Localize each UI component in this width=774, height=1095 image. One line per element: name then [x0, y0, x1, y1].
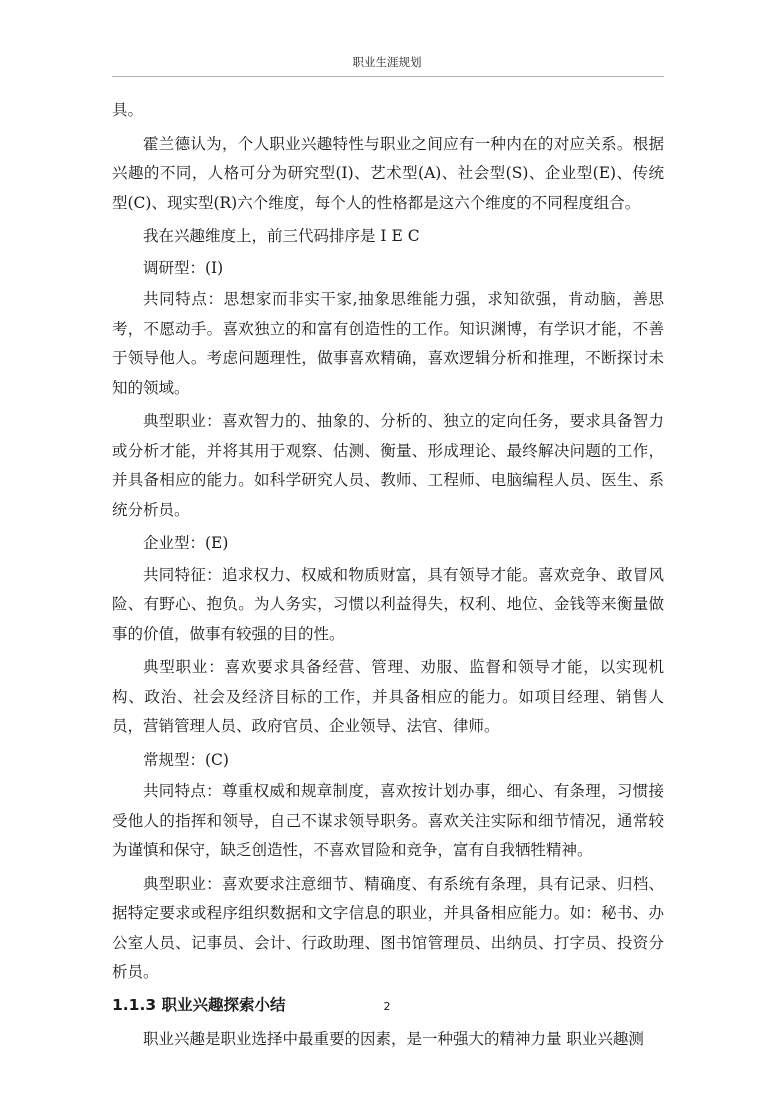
- type-label-conventional: 常规型：(C): [143, 750, 229, 769]
- paragraph-investigative-traits: 共同特点：思想家而非实干家,抽象思维能力强，求知欲强，肯动脑，善思考，不愿动手。喜欢独立的和富有创造性的工作。知识渊博，有学识才能，不善于领导他人。考虑问题理性，做事喜欢精确，喜欢逻辑分析和推理，不断探讨未知的领域。: [112, 290, 664, 397]
- page-number: 2: [383, 1000, 391, 1013]
- paragraph-investigative-jobs: 典型职业：喜欢智力的、抽象的、分析的、独立的定向任务，要求具备智力或分析才能，并将其用于观察、估测、衡量、形成理论、最终解决问题的工作，并具备相应的能力。如科学研究人员、教师、工程师、电脑编程人员、医生、系统分析员。: [112, 412, 664, 519]
- page-body: [112, 96, 664, 1058]
- paragraph-conventional-traits: 共同特点：尊重权威和规章制度，喜欢按计划办事，细心、有条理，习惯接受他人的指挥和领导，自己不谋求领导职务。喜欢关注实际和细节情况，通常较为谨慎和保守，缺乏创造性，不喜欢冒险和竞争，富有自我牺牲精神。: [112, 782, 664, 859]
- paragraph-conventional-jobs: 典型职业：喜欢要求注意细节、精确度、有系统有条理，具有记录、归档、据特定要求或程序组织数据和文字信息的职业，并具备相应能力。如：秘书、办公室人员、记事员、会计、行政助理、图书馆管理员、出纳员、打字员、投资分析员。: [112, 874, 664, 981]
- paragraph-interest-code: 我在兴趣维度上，前三代码排序是 I E C: [143, 227, 420, 245]
- paragraph-continuation: 具。: [112, 101, 144, 119]
- paragraph-enterprising-traits: 共同特征：追求权力、权威和物质财富，具有领导才能。喜欢竞争、敢冒风险、有野心、抱负。为人务实，习惯以利益得失，权利、地位、金钱等来衡量做事的价值，做事有较强的目的性。: [112, 565, 664, 643]
- type-label-investigative: 调研型：(I): [143, 258, 224, 277]
- type-label-enterprising: 企业型：(E): [143, 534, 229, 552]
- section-heading: 1.1.3 职业兴趣探索小结: [112, 995, 286, 1014]
- paragraph-holland-theory: 霍兰德认为，个人职业兴趣特性与职业之间应有一种内在的对应关系。根据兴趣的不同，人格可分为研究型(I)、艺术型(A)、社会型(S)、企业型(E)、传统型(C)、现实型(R)六个维度，每个人的性格都是这六个维度的不同程度组合。: [112, 134, 664, 212]
- page-header-title: 职业生涯规划: [352, 55, 422, 69]
- paragraph-enterprising-jobs: 典型职业：喜欢要求具备经营、管理、劝服、监督和领导才能，以实现机构、政治、社会及经济目标的工作，并具备相应的能力。如项目经理、销售人员，营销管理人员、政府官员、企业领导、法官、律师。: [112, 658, 664, 735]
- paragraph-summary: 职业兴趣是职业选择中最重要的因素，是一种强大的精神力量 职业兴趣测: [143, 1029, 644, 1048]
- header-divider: [112, 76, 664, 77]
